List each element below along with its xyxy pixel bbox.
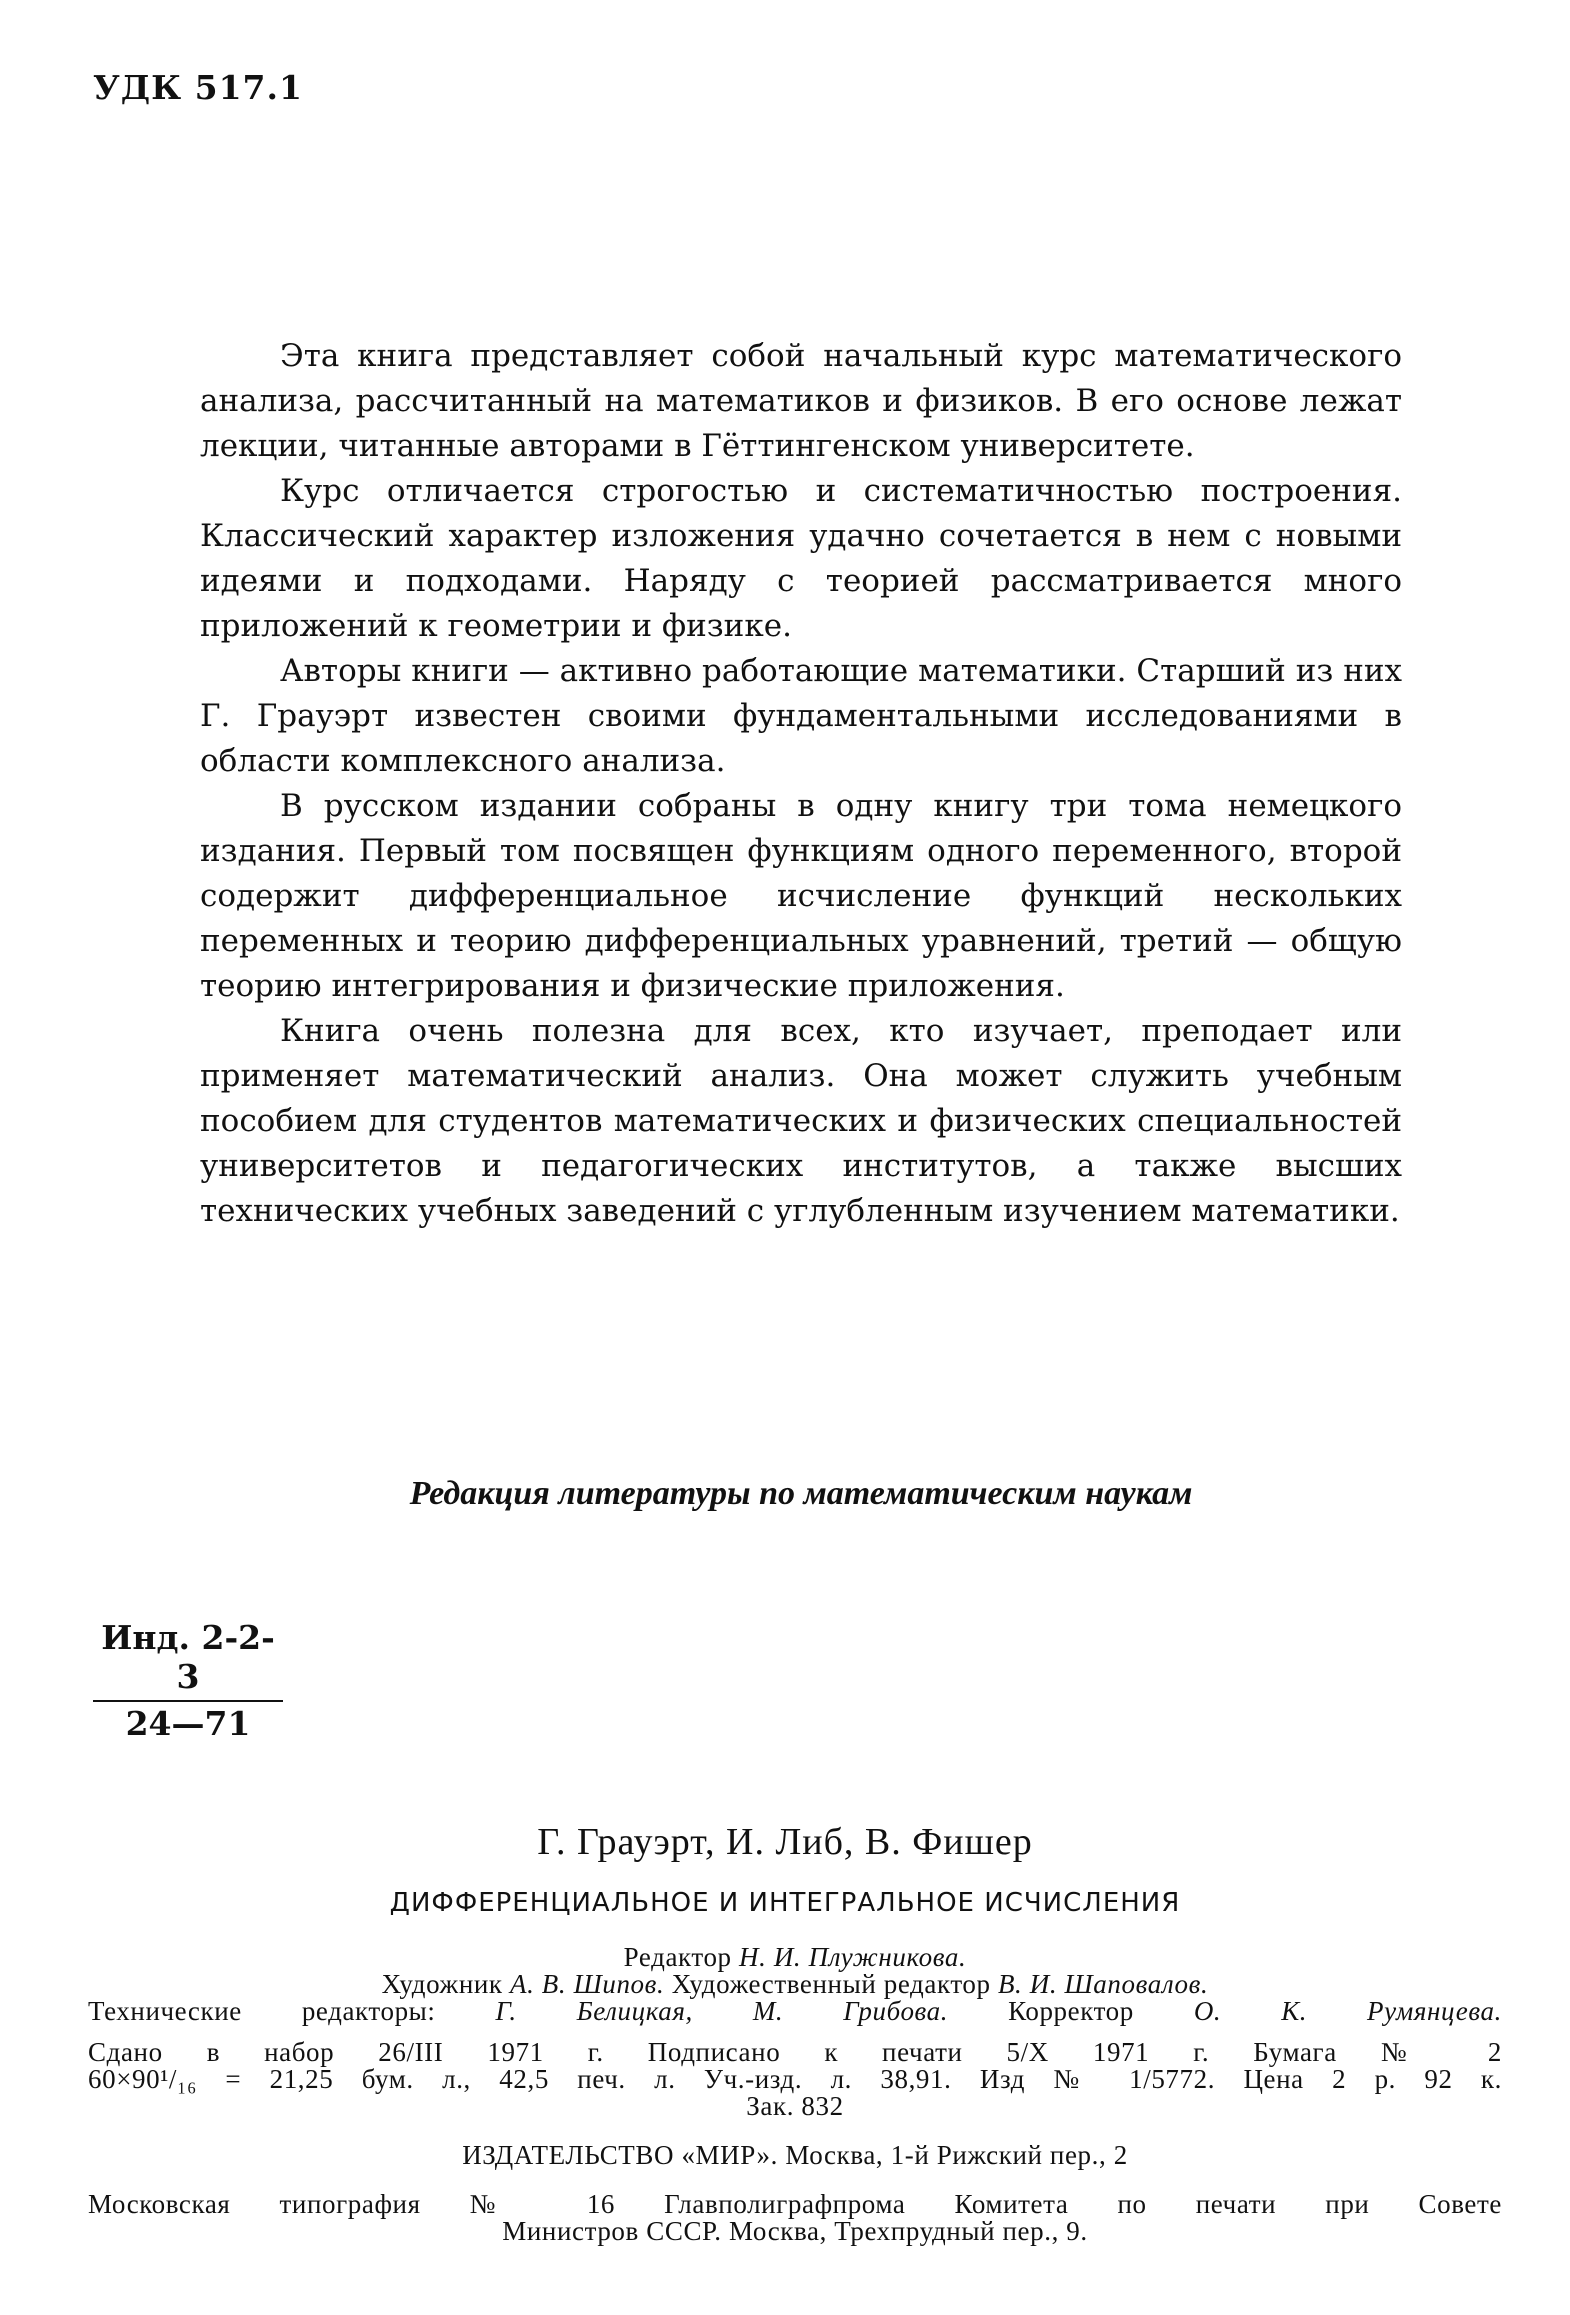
- publisher-line: ИЗДАТЕЛЬСТВО «МИР». Москва, 1-й Рижский пер., 2: [462, 2140, 1128, 2170]
- tech-editors-label: Технические редакторы:: [88, 1996, 436, 2026]
- index-denominator: 24—71: [93, 1700, 283, 1743]
- tech-editors-line: [88, 1998, 1502, 2025]
- imprint: [88, 1944, 1502, 2245]
- print-info-line: Сдано в набор 26/III 1971 г. Подписано к печати 5/X 1971 г. Бумага № 2: [88, 2037, 1502, 2067]
- proofreader-label: Корректор: [1008, 1996, 1134, 2026]
- abstract-paragraph: Книга очень полезна для всех, кто изучает, преподает или применяет математический анализ. Она может служить учебным пособием для студентов математических и физических специальностей университетов и педагогических институтов, а также высших технических учебных заведений с углубленным изучением математики.: [200, 1013, 1402, 1229]
- printer-line: Московская типография № 16 Главполиграфпрома Комитета по печати при Совете: [88, 2189, 1502, 2219]
- abstract-paragraph: Эта книга представляет собой начальный курс математического анализа, рассчитанный на математиков и физиков. В его основе лежат лекции, читанные авторами в Гёттингенском университете.: [200, 338, 1402, 464]
- abstract-paragraph: Авторы книги — активно работающие математики. Старший из них Г. Грауэрт известен своими фундаментальными исследованиями в области комплексного анализа.: [200, 653, 1402, 779]
- abstract-paragraph: В русском издании собраны в одну книгу три тома немецкого издания. Первый том посвящен функциям одного переменного, второй содержит дифференциальное исчисление функций нескольких переменных и теорию дифференциальных уравнений, третий — общую теорию интегрирования и физические приложения.: [200, 788, 1402, 1004]
- tech-editors-names: Г. Белицкая, М. Грибова.: [495, 1996, 949, 2026]
- editorial-office: Редакция литературы по математическим наукам: [409, 1475, 1193, 1512]
- proofreader-name: О. К. Румянцева.: [1193, 1996, 1502, 2026]
- artist-name: А. В. Шипов.: [510, 1969, 665, 1999]
- editor-label: Редактор: [623, 1942, 732, 1972]
- print-info-line: 60×90¹/₁₆ = 21,25 бум. л., 42,5 печ. л. Уч.-изд. л. 38,91. Изд № 1/5772. Цена 2 р. 92 к.: [88, 2064, 1502, 2094]
- printer-line: Министров СССР. Москва, Трехпрудный пер., 9.: [502, 2216, 1088, 2246]
- index-numerator: Инд. 2-2-3: [101, 1618, 275, 1696]
- abstract-paragraph: Курс отличается строгостью и систематичностью построения. Классический характер изложения удачно сочетается в нем с новыми идеями и подходами. Наряду с теорией рассматривается много приложений к геометрии и физике.: [200, 473, 1402, 644]
- book-title: ДИФФЕРЕНЦИАЛЬНОЕ И ИНТЕГРАЛЬНОЕ ИСЧИСЛЕНИЯ: [389, 1888, 1181, 1918]
- authors: Г. Грауэрт, И. Либ, В. Фишер: [537, 1821, 1033, 1863]
- udk-code: УДК 517.1: [93, 68, 303, 107]
- artist-label: Художник: [381, 1969, 503, 1999]
- editor-name: Н. И. Плужникова.: [739, 1942, 967, 1972]
- editor-line: [88, 1944, 1502, 1971]
- book-abstract: [200, 334, 1402, 1234]
- art-editor-label: Художественный редактор: [671, 1969, 991, 1999]
- artist-line: [88, 1971, 1502, 1998]
- print-order-line: Зак. 832: [746, 2091, 844, 2121]
- publication-index: [93, 1618, 283, 1743]
- art-editor-name: В. И. Шаповалов.: [997, 1969, 1209, 1999]
